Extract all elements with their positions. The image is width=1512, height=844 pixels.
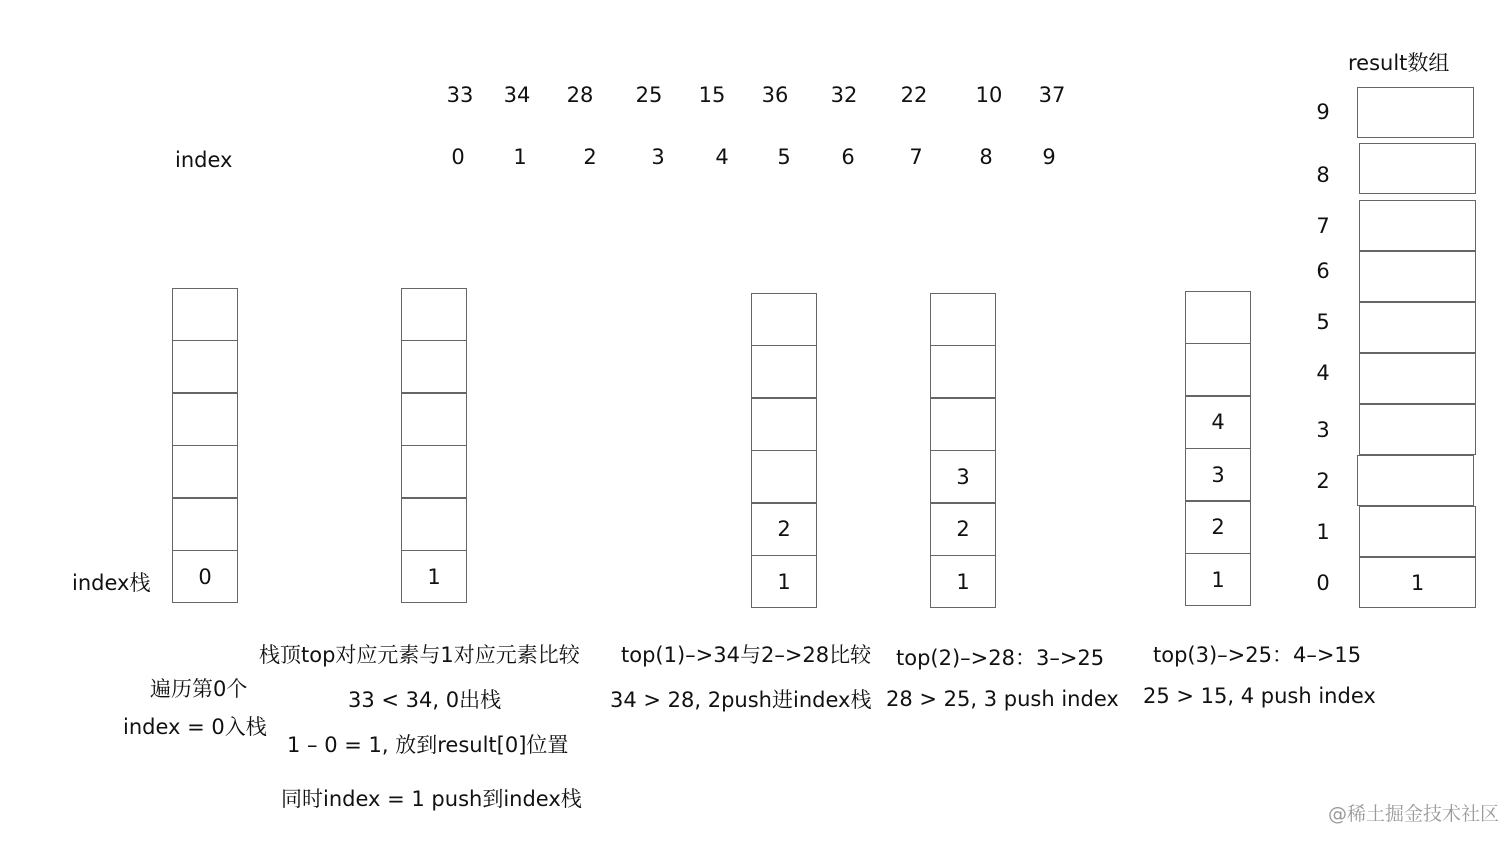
stack-cell: 0: [172, 550, 238, 603]
result-index-label: 0: [1316, 571, 1330, 595]
stack-cell: [1185, 291, 1251, 344]
value-cell: 36: [761, 83, 789, 107]
index-stack: [172, 288, 238, 603]
value-cell: 32: [830, 83, 858, 107]
result-index-label: 8: [1316, 163, 1330, 187]
stack-cell: 2: [1185, 501, 1251, 554]
stack-cell: [1185, 343, 1251, 396]
caption-step4-line1: top(3)–>25：4–>15: [1153, 643, 1362, 667]
result-index-label: 9: [1316, 100, 1330, 124]
stack-cell: [401, 288, 467, 341]
value-cell: 10: [975, 83, 1003, 107]
value-cell: 37: [1038, 83, 1066, 107]
caption-step0-line2: index = 0入栈: [123, 715, 267, 739]
value-cell: 34: [503, 83, 531, 107]
stack-cell: 1: [930, 555, 996, 608]
stack-cell: 2: [930, 503, 996, 556]
result-cell: [1359, 353, 1476, 404]
stack-cell: [751, 293, 817, 346]
result-cell: [1359, 200, 1476, 251]
index-cell: 1: [513, 145, 527, 169]
caption-step1-line1: 栈顶top对应元素与1对应元素比较: [259, 643, 580, 667]
stack-cell: [401, 445, 467, 498]
index-cell: 4: [715, 145, 729, 169]
caption-step1-line4: 同时index = 1 push到index栈: [281, 787, 582, 811]
result-index-label: 4: [1316, 361, 1330, 385]
stack-cell: 4: [1185, 396, 1251, 449]
index-cell: 2: [583, 145, 597, 169]
index-cell: 6: [841, 145, 855, 169]
value-cell: 28: [566, 83, 594, 107]
stack-cell: [172, 393, 238, 446]
stack-cell: [172, 340, 238, 393]
result-cell: [1359, 404, 1476, 455]
value-cell: 33: [446, 83, 474, 107]
caption-step0-line1: 遍历第0个: [150, 677, 248, 701]
stack-cell: 3: [930, 450, 996, 503]
stack-cell: [751, 398, 817, 451]
result-title: result数组: [1348, 51, 1450, 75]
caption-step1-line2: 33 < 34, 0出栈: [348, 688, 502, 712]
caption-step3-line2: 28 > 25, 3 push index: [886, 687, 1119, 711]
index-cell: 7: [909, 145, 923, 169]
result-index-label: 1: [1316, 520, 1330, 544]
stack-cell: 1: [1185, 553, 1251, 606]
stack-cell: [172, 498, 238, 551]
stack-cell: [751, 450, 817, 503]
index-cell: 9: [1042, 145, 1056, 169]
stack-cell: [751, 345, 817, 398]
caption-step4-line2: 25 > 15, 4 push index: [1143, 684, 1376, 708]
stack-cell: 3: [1185, 448, 1251, 501]
result-cell: 1: [1359, 557, 1476, 608]
stack-label: index栈: [72, 571, 151, 595]
index-cell: 5: [777, 145, 791, 169]
result-index-label: 5: [1316, 310, 1330, 334]
stack-cell: 1: [751, 555, 817, 608]
caption-step3-line1: top(2)–>28：3–>25: [896, 646, 1105, 670]
value-cell: 25: [635, 83, 663, 107]
index-label: index: [175, 148, 233, 172]
value-cell: 22: [900, 83, 928, 107]
caption-step2-line1: top(1)–>34与2–>28比较: [621, 643, 872, 667]
stack-cell: [930, 293, 996, 346]
result-cell: [1359, 251, 1476, 302]
index-stack: [401, 288, 467, 603]
index-cell: 8: [979, 145, 993, 169]
result-cell: [1357, 87, 1474, 138]
value-cell: 15: [698, 83, 726, 107]
watermark: @稀土掘金技术社区: [1328, 803, 1500, 825]
result-cell: [1357, 455, 1474, 506]
stack-cell: [401, 498, 467, 551]
result-cell: [1359, 506, 1476, 557]
stack-cell: [401, 393, 467, 446]
result-cell: [1359, 143, 1476, 194]
result-cell: [1359, 302, 1476, 353]
index-stack: [1185, 291, 1251, 606]
index-stack: [930, 293, 996, 608]
stack-cell: [930, 398, 996, 451]
index-cell: 0: [451, 145, 465, 169]
caption-step1-line3: 1 – 0 = 1, 放到result[0]位置: [287, 733, 569, 757]
result-index-label: 2: [1316, 469, 1330, 493]
stack-cell: [930, 345, 996, 398]
caption-step2-line2: 34 > 28, 2push进index栈: [610, 688, 872, 712]
stack-cell: [172, 445, 238, 498]
stack-cell: 2: [751, 503, 817, 556]
result-index-label: 3: [1316, 418, 1330, 442]
stack-cell: [172, 288, 238, 341]
index-stack: [751, 293, 817, 608]
result-index-label: 7: [1316, 214, 1330, 238]
result-index-label: 6: [1316, 259, 1330, 283]
stack-cell: 1: [401, 550, 467, 603]
stack-cell: [401, 340, 467, 393]
index-cell: 3: [651, 145, 665, 169]
